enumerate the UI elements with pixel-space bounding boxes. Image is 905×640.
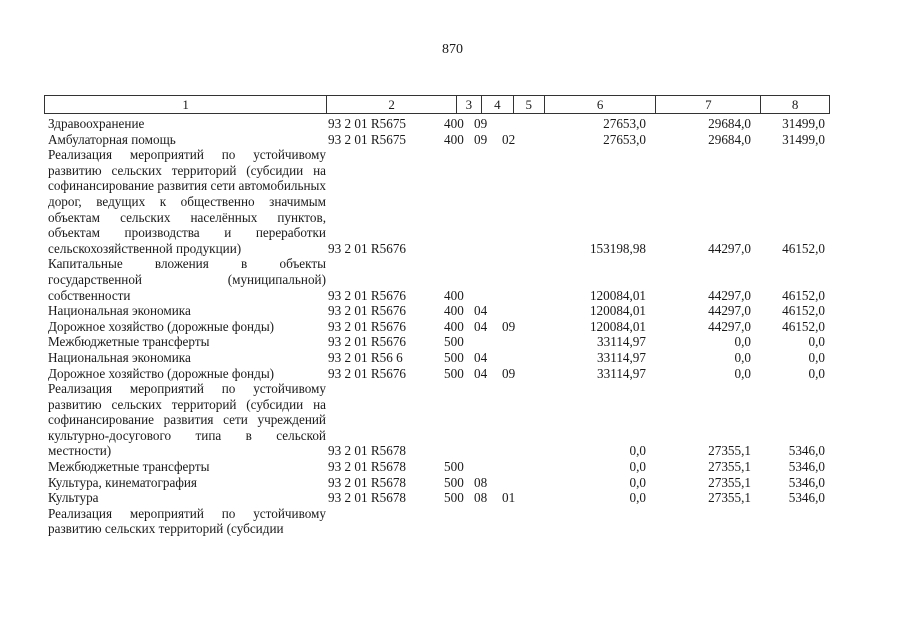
table-row [44, 132, 830, 148]
row-code: 93 2 01 R5678 [328, 443, 407, 459]
row-subsection: 02 [502, 131, 516, 147]
row-code: 93 2 01 R5676 [328, 334, 407, 350]
row-value-7: 0,0 [734, 349, 751, 365]
row-name: Амбулаторная помощь [48, 131, 176, 147]
row-value-6: 0,0 [629, 474, 646, 490]
row-section: 04 [474, 349, 488, 365]
row-expense-type: 400 [444, 131, 464, 147]
row-value-6: 33114,97 [597, 349, 646, 365]
row-name: Культура [48, 490, 99, 506]
row-value-7: 44297,0 [708, 287, 751, 303]
table-row [44, 303, 830, 319]
row-value-7: 44297,0 [708, 240, 751, 256]
row-value-6: 0,0 [629, 443, 646, 459]
row-value-6: 120084,01 [589, 303, 646, 319]
table-row [44, 506, 830, 537]
row-value-7: 27355,1 [708, 474, 751, 490]
row-value-6: 27653,0 [603, 116, 646, 131]
row-name: Реализация мероприятий по устойчивому развитию сельских территорий (субсидии [48, 505, 326, 537]
row-value-6: 33114,97 [597, 334, 646, 350]
row-value-6: 120084,01 [589, 287, 646, 303]
row-section: 09 [474, 131, 488, 147]
header-col-5: 5 [513, 96, 544, 113]
row-value-6: 0,0 [629, 459, 646, 475]
row-value-7: 29684,0 [708, 116, 751, 131]
row-name: Дорожное хозяйство (дорожные фонды) [48, 365, 275, 381]
row-name: Национальная экономика [48, 349, 191, 365]
row-expense-type: 500 [444, 459, 464, 475]
row-name: Культура, кинематография [48, 474, 197, 490]
row-section: 04 [474, 318, 488, 334]
row-value-7: 44297,0 [708, 303, 751, 319]
row-value-7: 29684,0 [708, 131, 751, 147]
row-value-8: 31499,0 [782, 116, 825, 131]
row-name: Реализация мероприятий по устойчивому развитию сельских территорий (субсидии на софинансирование развития сети учреждений культурно-досугового типа в сельской местности) [48, 381, 326, 459]
row-value-8: 46152,0 [782, 240, 825, 256]
row-subsection: 09 [502, 365, 516, 381]
header-col-8: 8 [760, 96, 829, 113]
table-header [44, 95, 830, 114]
header-col-6: 6 [544, 96, 656, 113]
table-body [44, 116, 830, 537]
header-col-3: 3 [456, 96, 481, 113]
row-value-6: 27653,0 [603, 131, 646, 147]
header-col-2: 2 [326, 96, 456, 113]
row-code: 93 2 01 R5678 [328, 474, 407, 490]
row-code: 93 2 01 R5678 [328, 459, 407, 475]
table-row [44, 256, 830, 303]
row-expense-type: 400 [444, 318, 464, 334]
row-value-8: 46152,0 [782, 303, 825, 319]
row-expense-type: 500 [444, 349, 464, 365]
row-expense-type: 500 [444, 365, 464, 381]
row-value-7: 27355,1 [708, 459, 751, 475]
row-name: Капитальные вложения в объекты государственной (муниципальной) собственности [48, 256, 326, 303]
row-name: Дорожное хозяйство (дорожные фонды) [48, 318, 275, 334]
page-number: 870 [442, 42, 463, 57]
table-row [44, 116, 830, 132]
row-expense-type: 500 [444, 474, 464, 490]
row-value-7: 0,0 [734, 365, 751, 381]
row-code: 93 2 01 R5676 [328, 318, 407, 334]
row-value-8: 5346,0 [788, 474, 825, 490]
table-row [44, 475, 830, 491]
row-section: 09 [474, 116, 488, 131]
header-col-1: 1 [182, 97, 189, 112]
row-value-6: 33114,97 [597, 365, 646, 381]
row-value-8: 0,0 [808, 365, 825, 381]
row-name: Межбюджетные трансферты [48, 459, 210, 475]
row-code: 93 2 01 R5676 [328, 365, 407, 381]
row-code: 93 2 01 R5675 [328, 131, 407, 147]
table-row [44, 319, 830, 335]
row-value-8: 5346,0 [788, 459, 825, 475]
row-expense-type: 400 [444, 303, 464, 319]
table-row [44, 147, 830, 256]
row-section: 04 [474, 365, 488, 381]
table-row [44, 350, 830, 366]
row-section: 04 [474, 303, 488, 319]
row-value-8: 46152,0 [782, 318, 825, 334]
table-row [44, 334, 830, 350]
row-subsection: 09 [502, 318, 516, 334]
budget-table [44, 95, 830, 537]
table-row [44, 381, 830, 459]
row-name: Реализация мероприятий по устойчивому развитию сельских территорий (субсидии на софинансирование развития сети автомобильных дорог, ведущих к общественно значимым объектам сельских населённых пунктов, объектам производства и переработки сельскохозяйственной продукции) [48, 147, 326, 256]
row-expense-type: 500 [444, 334, 464, 350]
row-value-6: 153198,98 [589, 240, 646, 256]
row-value-8: 5346,0 [788, 443, 825, 459]
row-code: 93 2 01 R5676 [328, 240, 407, 256]
row-value-6: 120084,01 [589, 318, 646, 334]
row-value-8: 46152,0 [782, 287, 825, 303]
table-row [44, 490, 830, 506]
row-section: 08 [474, 474, 488, 490]
row-code: 93 2 01 R5676 [328, 303, 407, 319]
row-value-6: 0,0 [629, 490, 646, 506]
row-code: 93 2 01 R5678 [328, 490, 407, 506]
row-code: 93 2 01 R56 6 [328, 349, 403, 365]
row-code: 93 2 01 R5676 [328, 287, 407, 303]
header-col-7: 7 [655, 96, 760, 113]
row-subsection: 01 [502, 490, 516, 506]
row-expense-type: 400 [444, 287, 464, 303]
row-expense-type: 400 [444, 116, 464, 131]
row-section: 08 [474, 490, 488, 506]
row-name: Здравоохранение [48, 116, 145, 131]
row-value-7: 27355,1 [708, 443, 751, 459]
row-value-7: 0,0 [734, 334, 751, 350]
row-value-8: 0,0 [808, 334, 825, 350]
row-name: Национальная экономика [48, 303, 191, 319]
row-code: 93 2 01 R5675 [328, 116, 407, 131]
table-row [44, 366, 830, 382]
row-value-7: 27355,1 [708, 490, 751, 506]
row-name: Межбюджетные трансферты [48, 334, 210, 350]
row-value-8: 0,0 [808, 349, 825, 365]
table-row [44, 459, 830, 475]
row-expense-type: 500 [444, 490, 464, 506]
row-value-8: 5346,0 [788, 490, 825, 506]
row-value-7: 44297,0 [708, 318, 751, 334]
header-col-4: 4 [481, 96, 513, 113]
row-value-8: 31499,0 [782, 131, 825, 147]
